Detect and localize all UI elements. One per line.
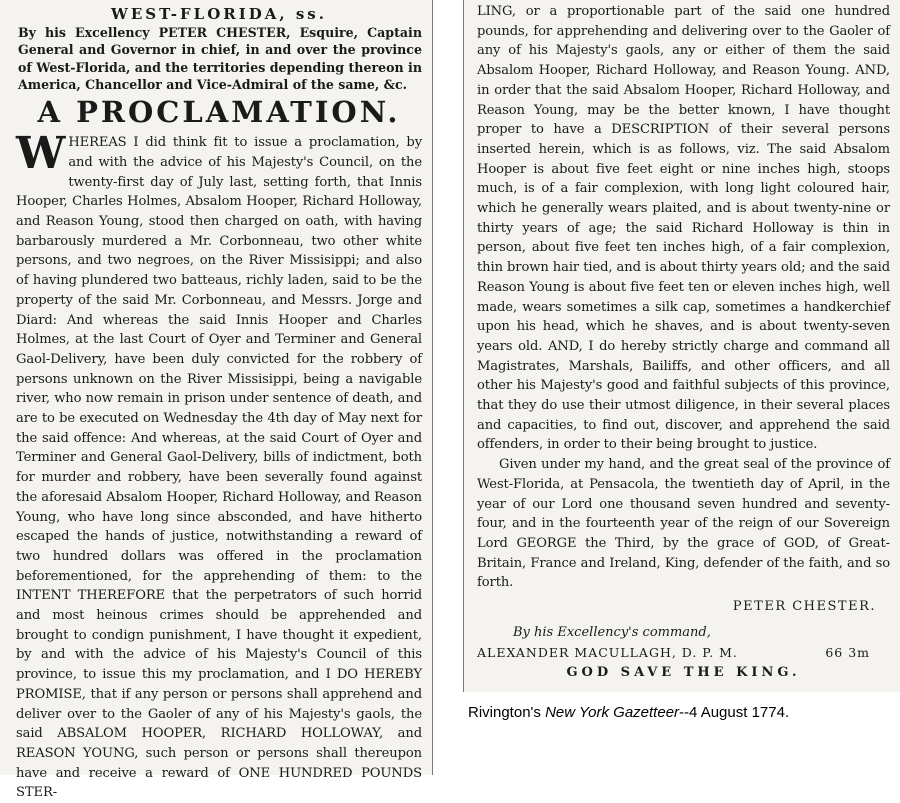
governor-intro: By his Excellency PETER CHESTER, Esquire, Captain General and Governor in chief, in and over the province of West-Florida, and the territories depending thereon in America, Chancellor and Vice-Admiral of the same, &c. xyxy=(18,25,422,92)
image-caption xyxy=(468,702,888,724)
caption-publication: New York Gazetteer xyxy=(545,704,680,721)
closing-paragraph: Given under my hand, and the great seal of the province of West-Florida, at Pensacola, the twentieth day of April, in the year of our Lord one thousand seven hundred and seventy-four, and in the fourteenth year of the reign of our Sovereign Lord GEORGE the Third, by the grace of GOD, of Great-Britain, France and Ireland, King, defender of the faith, and so forth. xyxy=(477,457,890,591)
drop-cap: W xyxy=(16,128,66,180)
column-gutter xyxy=(432,0,463,775)
dateline: WEST-FLORIDA, ss. xyxy=(111,5,327,23)
caption-prefix: Rivington's xyxy=(468,704,546,721)
royal-motto: GOD SAVE THE KING. xyxy=(566,665,801,681)
proclamation-left-column xyxy=(0,0,432,801)
body-text-left: HEREAS I did think fit to issue a proclamation, by and with the advice of his Majesty's Council, on the twenty-first day of July last, setting forth, that Innis Hooper, Charles Holmes, Absalom Hooper, Richard Holloway, and Reason Young, stood then charged on oath, with having barbarously murdered a Mr. Corbonneau, two other white persons, and two negroes, on the River Missisippi; and also of having plundered two batteaus, richly laden, said to be the property of the said Mr. Corbonneau, and Messrs. Jorge and Diard: And whereas the said Innis Hooper and Charles Holmes, at the last Court of Oyer and Terminer and General Gaol-Delivery, have been duly convicted for the robbery of persons unknown on the River Missisippi, being a navigable river, who now remain in prison under sentence of death, and are to be executed on Wednesday the 4th day of May next for the said offence: And whereas, at the said Court of Oyer and Terminer and General Gaol-Delivery, bills of indictment, both for murder and robbery, have been severally found against the aforesaid Absalom Hooper, Richard Holloway, and Reason Young, who have long since absconded, and have hitherto escaped the hands of justice, notwithstanding a reward of two hundred dollars was offered in the proclamation beforementioned, for the apprehending of them: to the INTENT THEREFORE that the perpetrators of such horrid and most heinous crimes should be apprehended and brought to condign punishment, I have thought it expedient, by and with the advice of his Majesty's Council of this province, to issue this my proclamation, and I DO HEREBY PROMISE, that if any person or persons shall apprehend and deliver over to the Gaoler of any of his Majesty's gaols, the said ABSALOM HOOPER, RICHARD HOLLOWAY, and REASON YOUNG, such person or persons shall thereupon have and receive a reward of ONE HUNDRED POUNDS STER- xyxy=(16,135,422,801)
governor-signature: PETER CHESTER. xyxy=(732,599,876,615)
column-rule-right xyxy=(463,0,464,692)
proclamation-body-right: LING, or a proportionable part of the said one hundred pounds, for apprehending and delivering over to the Gaoler of any of his Majesty's gaols, any or either of them the said Absalom Hooper, Richard Holloway, and Reason Young. AND, in order that the said Absalom Hooper, Richard Holloway, and Reason Young, may be the better known, I have thought proper to have a DESCRIPTION of their several persons inserted herein, which is as follows, viz. The said Absalom Hooper is about five feet eight or nine inches high, stoops much, is of a fair complexion, with long light coloured hair, which he generally wears plaited, and is about twenty-nine or thirty years of age; the said Richard Holloway is thin in person, about five feet ten inches high, of a fair complexion, thin brown hair tied, and is about thirty years old; and the said Reason Young is about five feet ten or eleven inches high, well made, wears sometimes a silk cap, sometimes a handkerchief upon his head, which he shaves, and is about twenty-seven years old. AND, I do hereby strictly charge and command all Magistrates, Marshals, Bailiffs, and other officers, and all other his Majesty's good and faithful subjects of this province, that they do use their utmost diligence, in their several places and capacities, to find out, discover, and apprehend the said offenders, in order to their being brought to justice. xyxy=(477,4,890,453)
caption-suffix: --4 August 1774. xyxy=(679,704,790,721)
proclamation-body-left xyxy=(16,128,422,803)
proclamation-right-column xyxy=(463,0,900,692)
clerk-name: ALEXANDER MACULLAGH, D. P. M. xyxy=(477,645,738,661)
issue-number: 66 3m xyxy=(825,645,870,661)
command-line: By his Excellency's command, xyxy=(513,625,711,641)
column-rule-left xyxy=(432,0,433,775)
proclamation-title: A PROCLAMATION. xyxy=(37,95,401,130)
clerk-line xyxy=(477,643,890,663)
